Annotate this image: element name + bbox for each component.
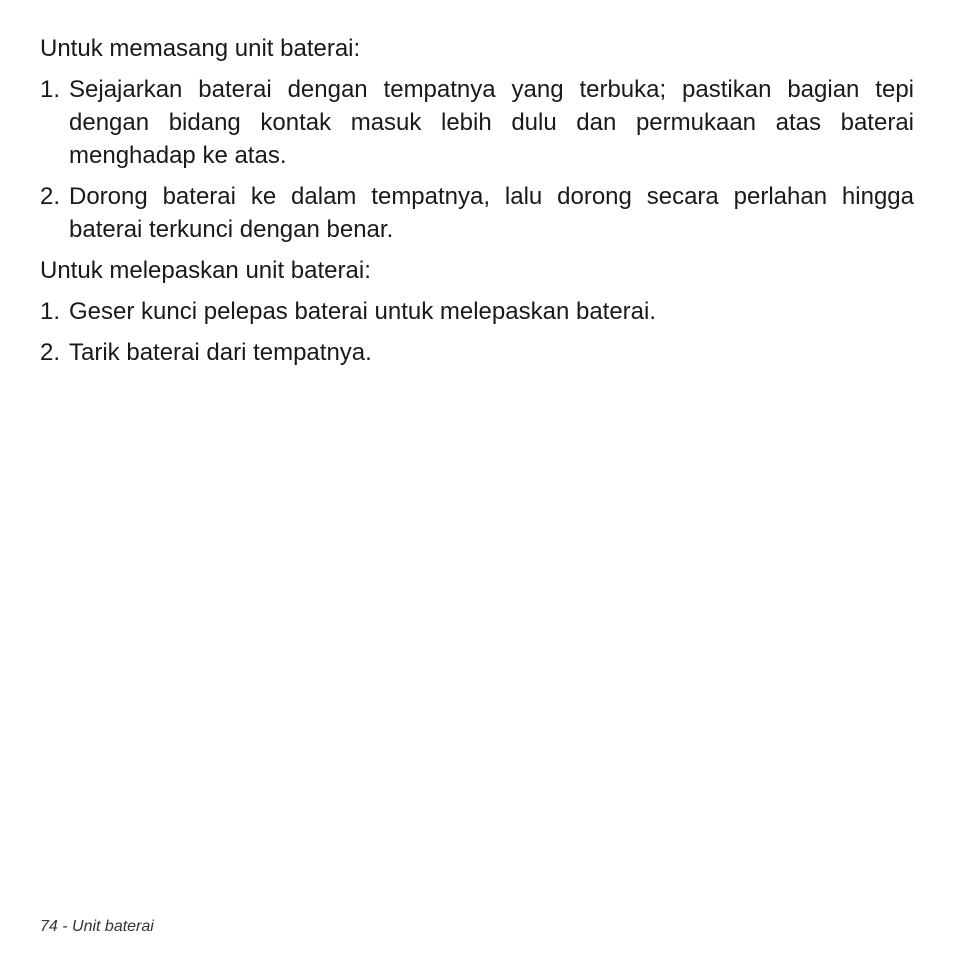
document-page [40, 32, 914, 377]
remove-step-1 [40, 295, 914, 328]
step-text: Sejajarkan baterai dengan tempatnya yang terbuka; pastikan bagian tepi dengan bidang kontak masuk lebih dulu dan permukaan atas baterai menghadap ke atas. [69, 76, 914, 169]
install-step-2 [40, 180, 914, 246]
remove-step-2 [40, 336, 914, 369]
install-heading: Untuk memasang unit baterai: [40, 35, 361, 62]
install-steps-list [40, 73, 914, 246]
remove-steps-list [40, 295, 914, 369]
step-number: 2. [40, 183, 61, 210]
step-text: Geser kunci pelepas baterai untuk melepaskan baterai. [69, 298, 657, 325]
step-text: Dorong baterai ke dalam tempatnya, lalu dorong secara perlahan hingga baterai terkunci dengan benar. [69, 183, 914, 243]
step-number: 2. [40, 339, 61, 366]
page-footer: 74 - Unit baterai [40, 918, 154, 935]
step-number: 1. [40, 298, 61, 325]
step-text: Tarik baterai dari tempatnya. [69, 339, 372, 366]
remove-heading: Untuk melepaskan unit baterai: [40, 257, 371, 284]
install-step-1 [40, 73, 914, 172]
step-number: 1. [40, 76, 61, 103]
